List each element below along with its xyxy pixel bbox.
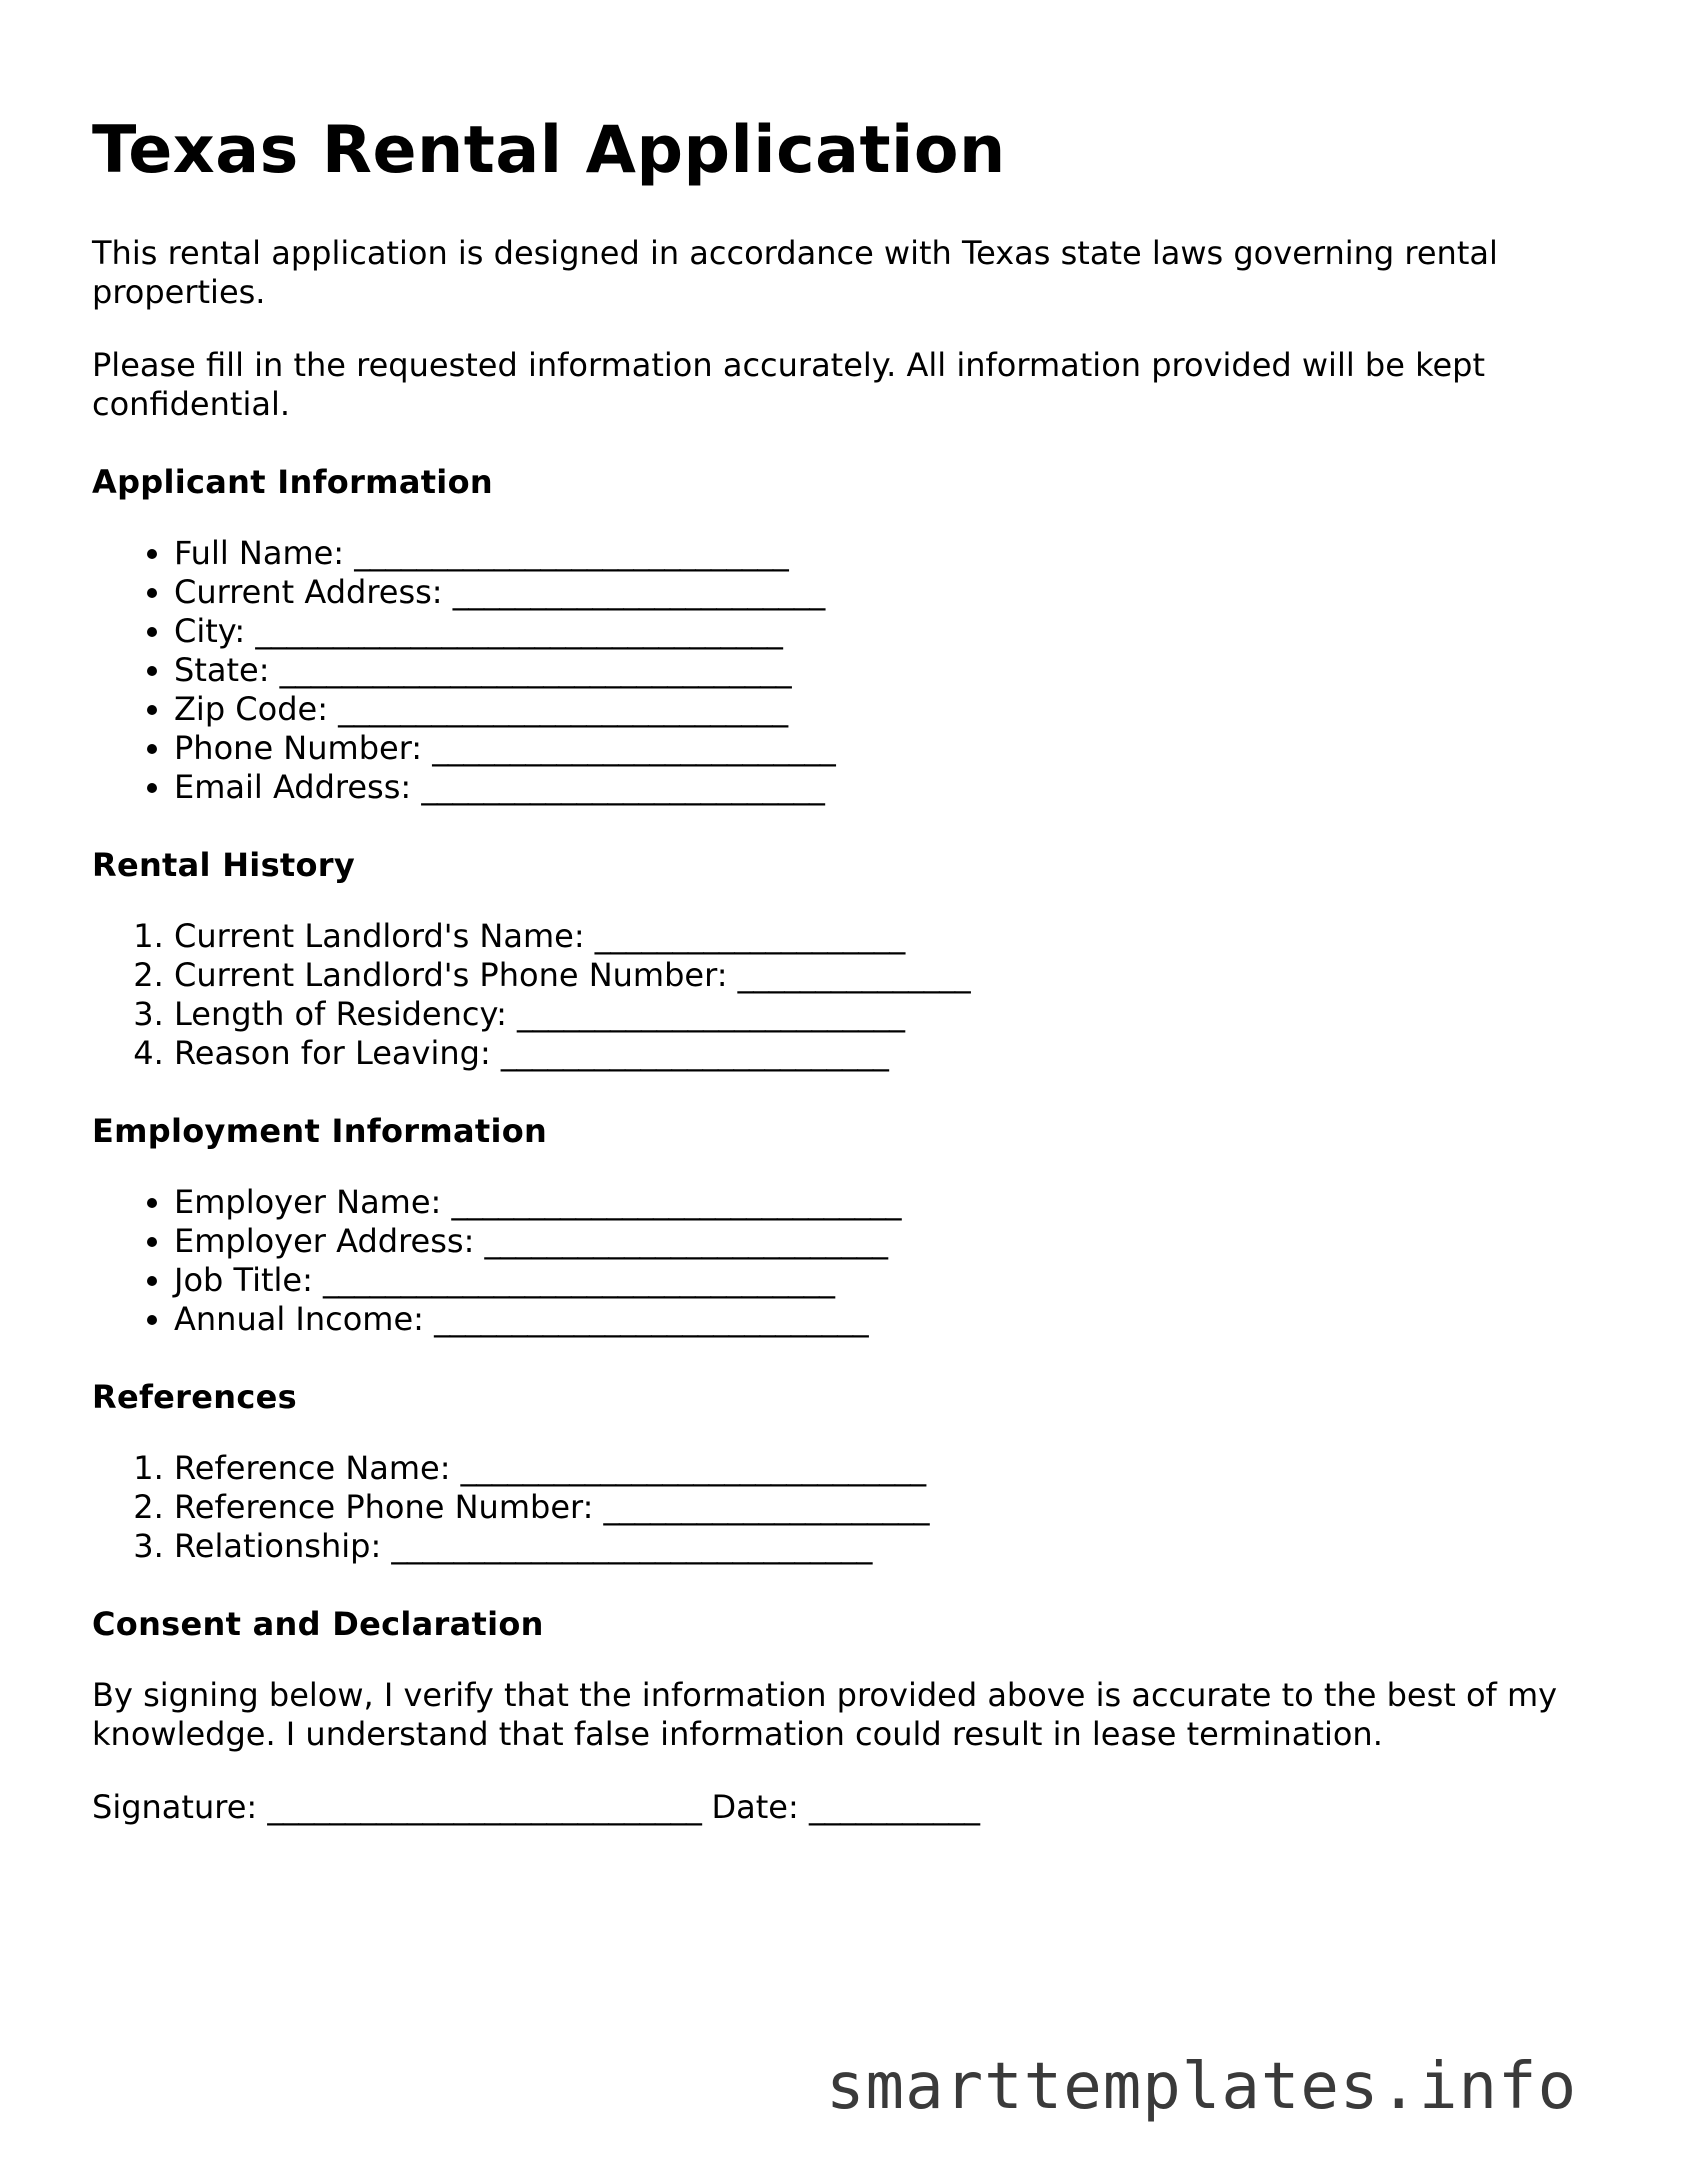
city-field[interactable]: __________________________________ xyxy=(255,612,783,650)
signature-row xyxy=(92,1788,1592,1827)
reference-name-field[interactable]: ______________________________ xyxy=(460,1449,926,1487)
phone-number-field[interactable]: __________________________ xyxy=(432,729,836,767)
employer-name-field[interactable]: _____________________________ xyxy=(451,1183,901,1221)
landlord-name-field[interactable]: ____________________ xyxy=(594,917,905,955)
list-item xyxy=(174,956,1592,995)
reason-for-leaving-field[interactable]: _________________________ xyxy=(500,1034,889,1072)
list-item xyxy=(174,1449,1592,1488)
rental-history-list xyxy=(92,917,1592,1073)
list-item xyxy=(174,917,1592,956)
field-label: Zip Code: xyxy=(174,690,328,728)
list-item xyxy=(174,534,1592,573)
field-label: Length of Residency: xyxy=(174,995,507,1033)
relationship-field[interactable]: _______________________________ xyxy=(391,1527,872,1565)
watermark: smarttemplates.info xyxy=(826,2050,1578,2124)
field-label: Annual Income: xyxy=(174,1300,424,1338)
field-label: City: xyxy=(174,612,246,650)
zip-code-field[interactable]: _____________________________ xyxy=(338,690,788,728)
intro-paragraph-1: This rental application is designed in accordance with Texas state laws governing rental properties. xyxy=(92,234,1498,311)
section-heading-rental-history: Rental History xyxy=(92,846,356,884)
page-title: Texas Rental Application xyxy=(92,113,1006,188)
list-item xyxy=(174,729,1592,768)
state-field[interactable]: _________________________________ xyxy=(279,651,792,689)
section-heading-employment: Employment Information xyxy=(92,1112,548,1150)
consent-paragraph: By signing below, I verify that the information provided above is accurate to the best of my knowledge. I understand that false information could result in lease termination. xyxy=(92,1676,1558,1753)
signature-field[interactable]: ____________________________ xyxy=(267,1788,702,1826)
list-item xyxy=(174,1488,1592,1527)
section-heading-applicant: Applicant Information xyxy=(92,463,493,501)
landlord-phone-field[interactable]: _______________ xyxy=(737,956,971,994)
field-label: Reason for Leaving: xyxy=(174,1034,491,1072)
reference-phone-field[interactable]: _____________________ xyxy=(603,1488,930,1526)
list-item xyxy=(174,1527,1592,1566)
list-item xyxy=(174,573,1592,612)
list-item xyxy=(174,1261,1592,1300)
job-title-field[interactable]: _________________________________ xyxy=(323,1261,835,1299)
intro-paragraph-2: Please fill in the requested information accurately. All information provided will be kept confidential. xyxy=(92,346,1485,423)
list-item xyxy=(174,1300,1592,1339)
references-list xyxy=(92,1449,1592,1566)
list-item xyxy=(174,995,1592,1034)
list-item xyxy=(174,690,1592,729)
section-heading-consent: Consent and Declaration xyxy=(92,1605,544,1643)
field-label: Reference Name: xyxy=(174,1449,451,1487)
field-label: Current Landlord's Phone Number: xyxy=(174,956,728,994)
document-page xyxy=(92,112,1592,1827)
employer-address-field[interactable]: __________________________ xyxy=(484,1222,888,1260)
full-name-field[interactable]: ____________________________ xyxy=(354,534,789,572)
field-label: Employer Address: xyxy=(174,1222,475,1260)
field-label: Current Landlord's Name: xyxy=(174,917,585,955)
field-label: Email Address: xyxy=(174,768,412,806)
list-item xyxy=(174,768,1592,807)
section-heading-references: References xyxy=(92,1378,297,1416)
annual-income-field[interactable]: ____________________________ xyxy=(434,1300,869,1338)
list-item xyxy=(174,1183,1592,1222)
list-item xyxy=(174,1222,1592,1261)
field-label: Current Address: xyxy=(174,573,443,611)
applicant-list xyxy=(92,534,1592,807)
employment-list xyxy=(92,1183,1592,1339)
current-address-field[interactable]: ________________________ xyxy=(452,573,825,611)
email-address-field[interactable]: __________________________ xyxy=(421,768,825,806)
signature-label: Signature: xyxy=(92,1788,258,1826)
field-label: Phone Number: xyxy=(174,729,423,767)
length-of-residency-field[interactable]: _________________________ xyxy=(517,995,905,1033)
list-item xyxy=(174,1034,1592,1073)
field-label: Employer Name: xyxy=(174,1183,442,1221)
field-label: Reference Phone Number: xyxy=(174,1488,594,1526)
date-label: Date: xyxy=(711,1788,799,1826)
field-label: Full Name: xyxy=(174,534,345,572)
field-label: State: xyxy=(174,651,270,689)
field-label: Relationship: xyxy=(174,1527,382,1565)
date-field[interactable]: ___________ xyxy=(808,1788,980,1826)
list-item xyxy=(174,612,1592,651)
list-item xyxy=(174,651,1592,690)
field-label: Job Title: xyxy=(174,1261,313,1299)
